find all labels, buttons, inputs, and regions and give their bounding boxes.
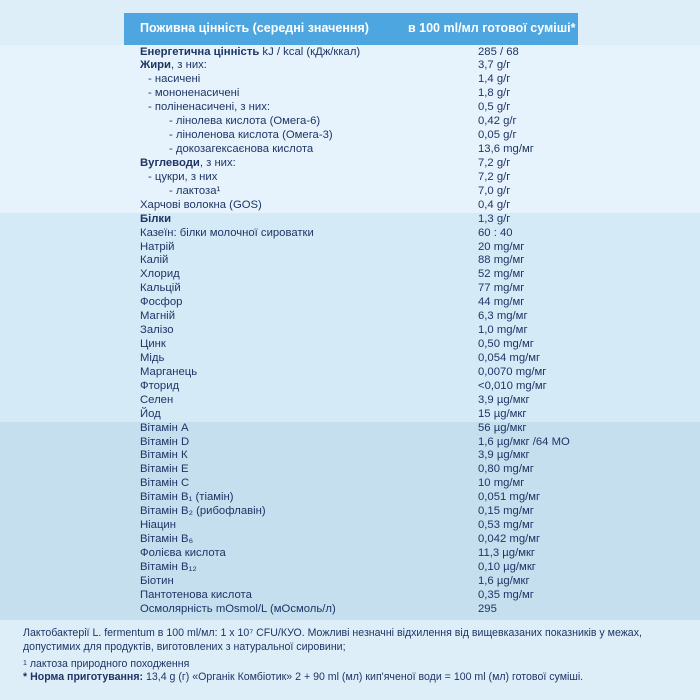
table-row — [0, 463, 700, 477]
nutrient-label-text: Вітамін D — [140, 435, 190, 448]
footer-line-2: допустимих для продуктів, виготовлених з натуральної сировини; — [23, 641, 346, 653]
nutrient-label — [140, 463, 189, 477]
table-row — [0, 129, 700, 143]
nutrient-label — [140, 519, 176, 533]
nutrient-label-text: Вітамін В₁₂ — [140, 560, 197, 573]
footer-line-1: Лактобактерії L. fermentum в 100 ml/мл: 1 х 10⁷ CFU/КУО. Можливі незначні відхилення від вищевказаних показників у межах, — [23, 627, 642, 639]
nutrient-label — [140, 394, 173, 408]
table-row — [0, 185, 700, 199]
nutrient-label — [140, 199, 262, 213]
nutrient-label-text: Магній — [140, 310, 175, 323]
nutrient-label-text: Вітамін К — [140, 449, 188, 462]
table-row — [0, 213, 700, 227]
nutrient-value: 3,7 g/г — [478, 59, 511, 72]
nutrient-value: 77 mg/мг — [478, 282, 525, 295]
nutrient-label — [140, 380, 179, 394]
nutrient-label-text: Фолієва кислота — [140, 546, 226, 559]
nutrient-label-text: Залізо — [140, 324, 174, 337]
nutrient-label-text: Вітамін Е — [140, 463, 189, 476]
table-row — [0, 227, 700, 241]
nutrient-value: 0,042 mg/мг — [478, 533, 541, 546]
nutrient-label — [140, 324, 174, 338]
table-row — [0, 324, 700, 338]
nutrient-value: 1,0 mg/мг — [478, 324, 528, 337]
nutrient-value: 3,9 µg/мкг — [478, 449, 530, 462]
table-row — [0, 519, 700, 533]
nutrient-label — [140, 422, 189, 436]
nutrient-value: 1,4 g/г — [478, 73, 511, 86]
table-row — [0, 449, 700, 463]
table-header — [124, 13, 578, 45]
table-row — [0, 366, 700, 380]
nutrient-label-text: Фосфор — [140, 296, 183, 309]
nutrient-label — [140, 547, 226, 561]
prep-star: * — [23, 671, 28, 683]
nutrient-value: 0,80 mg/мг — [478, 463, 534, 476]
nutrient-label-text: Натрій — [140, 240, 175, 253]
nutrient-label — [140, 338, 166, 352]
nutrient-label-text: Харчові волокна (GOS) — [140, 198, 262, 211]
nutrient-value: 1,8 g/г — [478, 87, 511, 100]
prep-text: 13,4 g (г) «Органік Комбіотик» 2 + 90 ml (мл) кип'яченої води = 100 ml (мл) готової суміші. — [143, 671, 584, 683]
nutrient-value: 0,4 g/г — [478, 198, 511, 211]
nutrient-label-text: - лінолева кислота (Омега-6) — [169, 115, 321, 128]
nutrient-label — [140, 46, 360, 60]
table-row — [0, 491, 700, 505]
nutrient-value: 56 µg/мкг — [478, 421, 527, 434]
nutrient-value: 0,054 mg/мг — [478, 351, 541, 364]
nutrient-label-text: Біотин — [140, 574, 174, 587]
nutrient-label — [140, 603, 336, 617]
table-row — [0, 73, 700, 87]
table-row — [0, 310, 700, 324]
table-row — [0, 547, 700, 561]
nutrient-value: 7,2 g/г — [478, 156, 511, 169]
nutrient-label-text: - лактоза¹ — [169, 184, 221, 197]
table-row — [0, 589, 700, 603]
nutrient-label — [140, 310, 175, 324]
nutrient-label — [140, 575, 174, 589]
nutrient-label-text: - насичені — [148, 73, 201, 86]
nutrient-label-text: Вітамін А — [140, 421, 189, 434]
nutrient-value: 0,15 mg/мг — [478, 505, 534, 518]
nutrient-label-text: Казеїн: білки молочної сироватки — [140, 226, 314, 239]
nutrient-label-text: Мідь — [140, 351, 165, 364]
nutrient-label-text: - ліноленова кислота (Омега-3) — [169, 129, 333, 142]
table-row — [0, 603, 700, 617]
nutrient-label-text: - мононенасичені — [148, 87, 240, 100]
nutrient-label-text: Ніацин — [140, 519, 176, 532]
preparation-note — [23, 670, 683, 684]
footer-note-lactobacteria — [23, 626, 683, 654]
nutrient-label — [148, 171, 217, 185]
table-row — [0, 436, 700, 450]
table-row — [0, 338, 700, 352]
nutrient-label-bold: Енергетична цінність — [140, 45, 260, 58]
nutrient-label-text: - поліненасичені, з них: — [148, 101, 271, 114]
nutrient-value: 1,6 µg/мкг — [478, 574, 530, 587]
nutrient-value: 6,3 mg/мг — [478, 310, 528, 323]
prep-label: Норма приготування: — [27, 671, 144, 683]
nutrient-label-bold: Вуглеводи — [140, 156, 200, 169]
nutrient-value: 0,42 g/г — [478, 115, 517, 128]
nutrient-label-text: kJ / kcal (кДж/ккал) — [259, 45, 361, 58]
table-row — [0, 408, 700, 422]
nutrient-label — [140, 505, 266, 519]
table-row — [0, 505, 700, 519]
table-row — [0, 380, 700, 394]
nutrient-label — [169, 185, 220, 199]
nutrient-value: 13,6 mg/мг — [478, 143, 534, 155]
nutrient-label — [140, 449, 188, 463]
nutrient-value: 52 mg/мг — [478, 268, 525, 281]
nutrient-label-text: - цукри, з них — [148, 170, 218, 183]
nutrient-value: 0,10 µg/мкг — [478, 560, 536, 573]
nutrient-value: 1,6 µg/мкг /64 МО — [478, 435, 570, 448]
nutrient-value: 10 mg/мг — [478, 477, 525, 490]
nutrient-value: 0,35 mg/мг — [478, 588, 534, 601]
nutrient-label-text: Хлорид — [140, 268, 180, 281]
nutrient-label — [140, 59, 207, 73]
nutrient-label — [140, 477, 189, 491]
nutrient-label — [148, 87, 239, 101]
table-row — [0, 199, 700, 213]
footnote-text: лактоза природного походження — [26, 658, 190, 670]
table-row — [0, 115, 700, 129]
nutrient-label — [140, 227, 314, 241]
table-row — [0, 268, 700, 282]
nutrient-label-text: Калій — [140, 254, 169, 267]
nutrient-value: 295 — [478, 602, 497, 615]
nutrient-label-text: Марганець — [140, 365, 198, 378]
nutrient-value: 285 / 68 — [478, 45, 519, 58]
nutrient-label-text: Вітамін В₁ (тіамін) — [140, 491, 234, 504]
nutrient-label — [169, 115, 320, 129]
table-row — [0, 296, 700, 310]
nutrient-label-text: , з них: — [199, 156, 236, 169]
nutrient-value: 7,2 g/г — [478, 170, 511, 183]
table-row — [0, 59, 700, 73]
nutrient-label-text: Осмолярність mOsmol/L (мОсмоль/л) — [140, 602, 336, 615]
nutrient-label-text: Цинк — [140, 338, 166, 351]
table-row — [0, 575, 700, 589]
nutrient-label-text: Вітамін В₂ (рибофлавін) — [140, 505, 266, 518]
nutrient-label — [148, 73, 200, 87]
header-title: Поживна цінність (середні значення) — [140, 21, 369, 35]
nutrient-label — [140, 157, 236, 171]
table-row — [0, 46, 700, 60]
nutrient-value: <0,010 mg/мг — [478, 379, 547, 392]
nutrient-label — [140, 241, 174, 255]
footnote-mark: 1 — [23, 660, 27, 667]
table-row — [0, 157, 700, 171]
table-row — [0, 394, 700, 408]
table-row — [0, 352, 700, 366]
nutrient-value: 3,9 µg/мкг — [478, 393, 530, 406]
nutrient-label — [140, 491, 234, 505]
nutrient-value: 0,0070 mg/мг — [478, 365, 547, 378]
nutrient-label — [140, 366, 197, 380]
nutrient-label — [140, 533, 193, 547]
nutrient-value: 1,3 g/г — [478, 212, 511, 225]
table-row — [0, 282, 700, 296]
table-row — [0, 561, 700, 575]
header-unit: в 100 ml/мл готової суміші* — [408, 21, 576, 35]
nutrient-label-text: Йод — [140, 407, 161, 420]
table-row — [0, 143, 700, 157]
nutrient-label — [140, 408, 161, 422]
nutrient-value: 11,3 µg/мкг — [478, 546, 536, 559]
nutrient-label-text: Вітамін С — [140, 477, 190, 490]
nutrient-value: 44 mg/мг — [478, 296, 525, 309]
nutrient-value: 0,05 g/г — [478, 129, 517, 142]
nutrient-label — [140, 282, 181, 296]
nutrient-label — [140, 213, 171, 227]
table-row — [0, 87, 700, 101]
nutrient-value: 88 mg/мг — [478, 254, 525, 267]
nutrient-label-text: Кальцій — [140, 282, 181, 295]
nutrient-value: 0,53 mg/мг — [478, 519, 534, 532]
table-row — [0, 533, 700, 547]
nutrient-label — [140, 561, 197, 575]
table-row — [0, 254, 700, 268]
nutrient-label-text: Вітамін В₆ — [140, 533, 194, 546]
nutrient-label-text: Селен — [140, 393, 174, 406]
nutrient-label — [140, 436, 189, 450]
nutrient-label-text: Пантотенова кислота — [140, 588, 252, 601]
nutrient-label — [140, 296, 182, 310]
nutrient-label — [140, 254, 168, 268]
nutrient-value: 0,051 mg/мг — [478, 491, 541, 504]
nutrient-value: 7,0 g/г — [478, 184, 511, 197]
nutrient-label — [140, 352, 164, 366]
nutrient-value: 20 mg/мг — [478, 240, 525, 253]
nutrient-value: 0,50 mg/мг — [478, 338, 534, 351]
nutrient-value: 0,5 g/г — [478, 101, 511, 114]
nutrient-label — [140, 268, 180, 282]
table-row — [0, 477, 700, 491]
table-row — [0, 422, 700, 436]
nutrient-label-bold: Білки — [140, 212, 172, 225]
nutrient-label-text: Фторид — [140, 379, 180, 392]
table-row — [0, 171, 700, 185]
nutrient-label — [140, 589, 252, 603]
nutrient-label-text: , з них: — [171, 59, 207, 72]
nutrient-value: 60 : 40 — [478, 226, 513, 239]
table-row — [0, 101, 700, 115]
footnote-lactose — [23, 657, 683, 671]
nutrient-label — [169, 143, 313, 157]
nutrient-label-bold: Жири — [140, 59, 172, 72]
nutrient-label — [148, 101, 270, 115]
nutrient-label-text: - докозагексаєнова кислота — [169, 143, 314, 155]
nutrient-label — [169, 129, 333, 143]
table-row — [0, 241, 700, 255]
nutrient-value: 15 µg/мкг — [478, 407, 527, 420]
